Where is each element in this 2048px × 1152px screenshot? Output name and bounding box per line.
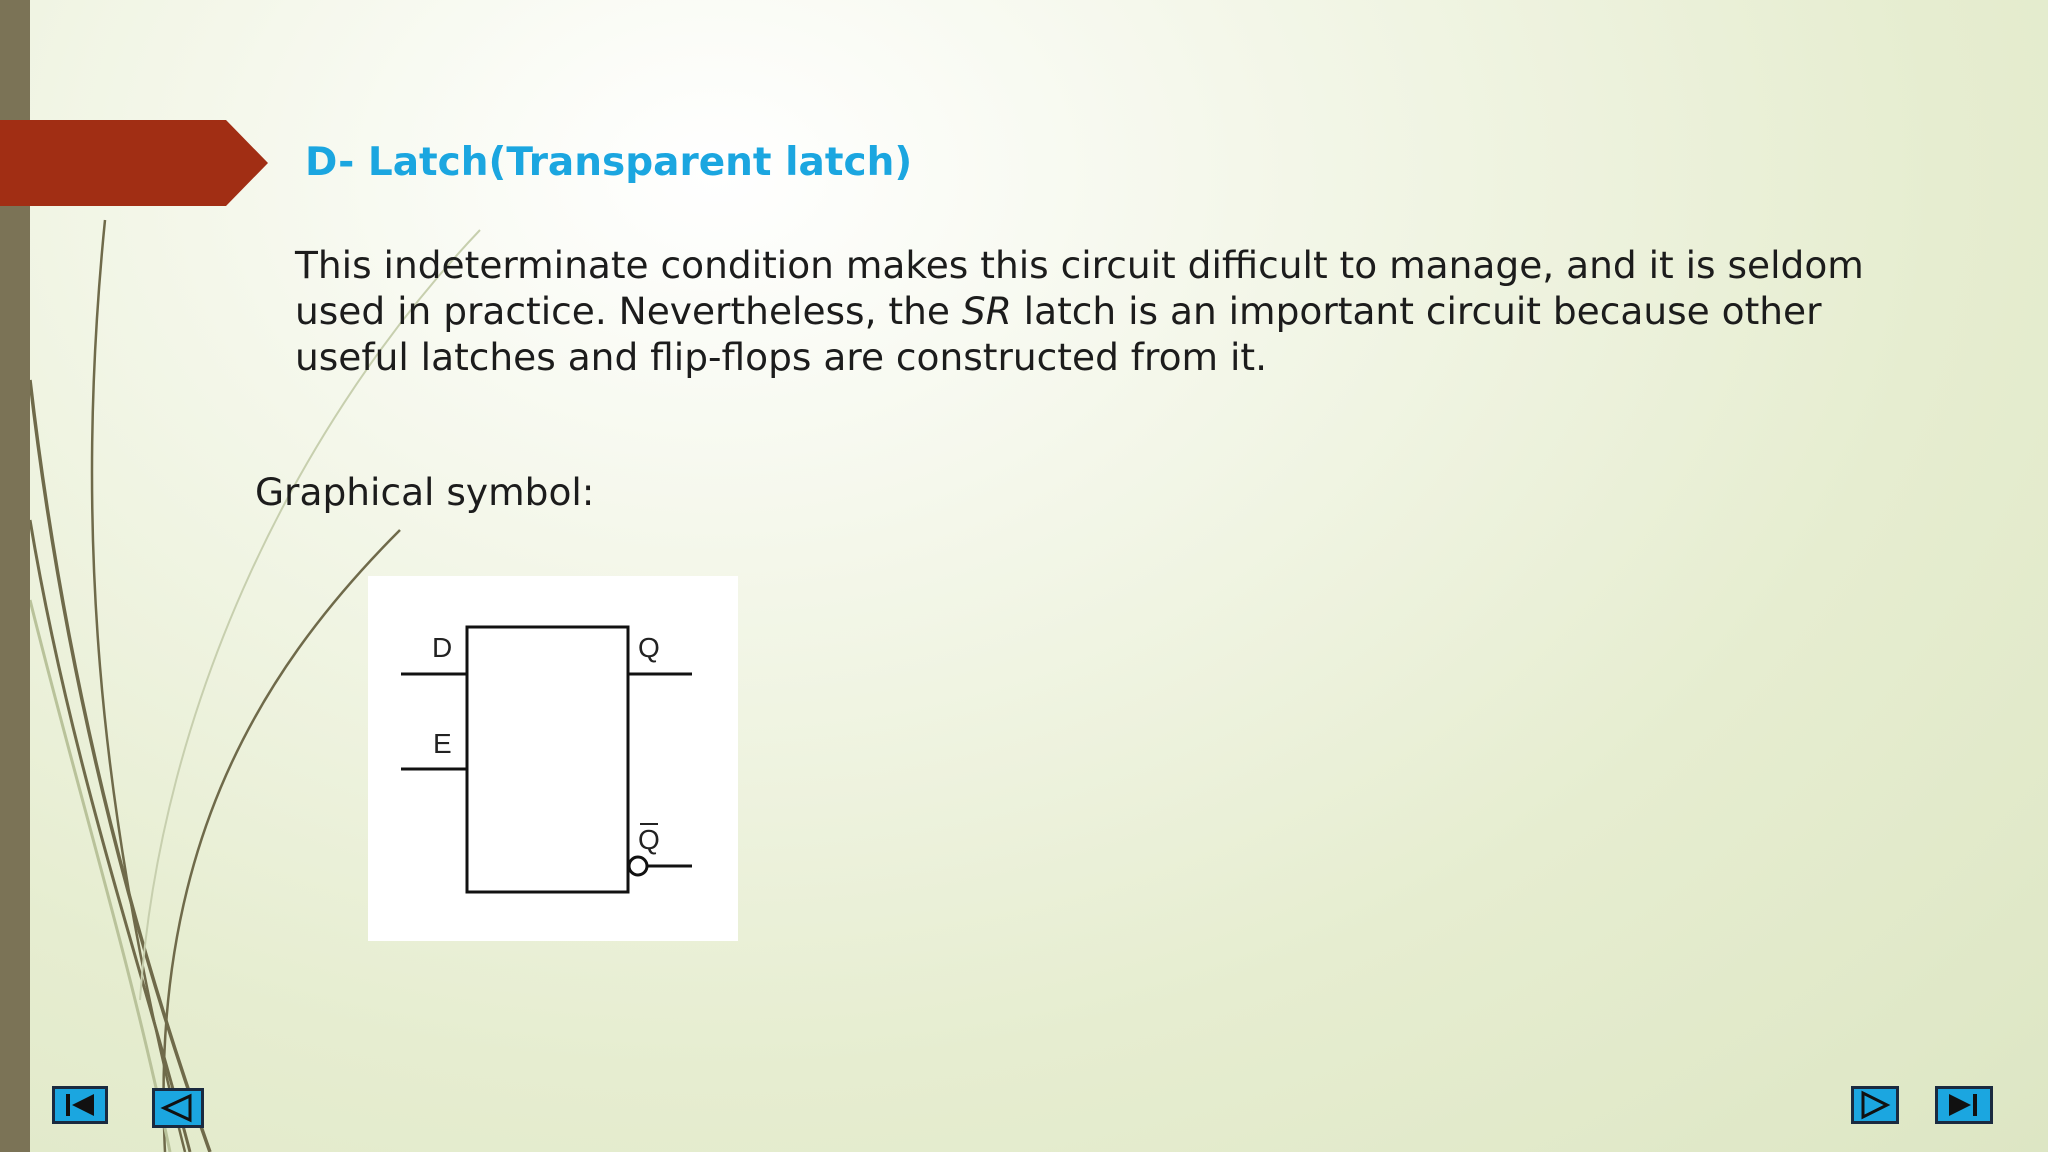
skip-to-first-icon	[52, 1086, 108, 1124]
first-slide-button[interactable]	[52, 1086, 108, 1128]
paragraph-text-italic: SR	[961, 289, 1012, 333]
d-input-label: D	[432, 632, 453, 663]
q-bar-output-label: Q	[638, 824, 660, 855]
last-slide-button[interactable]	[1935, 1086, 1993, 1128]
next-slide-button[interactable]	[1851, 1086, 1899, 1128]
e-input-label: E	[433, 728, 452, 759]
previous-slide-button[interactable]	[152, 1088, 204, 1132]
latch-body	[467, 627, 628, 892]
paragraph-text-start: This indeterminate condition makes this circuit difficult to manage, and it is seldom used in practice. Nevertheless, the	[295, 243, 1864, 333]
paragraph-text-end: latch is an important circuit because other useful latches and flip-flops are constructed from it.	[295, 289, 1822, 379]
q-output-label: Q	[638, 632, 660, 663]
d-latch-diagram	[368, 576, 738, 941]
previous-icon	[152, 1088, 204, 1128]
body-paragraph	[295, 242, 1875, 380]
skip-to-last-icon	[1935, 1086, 1993, 1124]
next-icon	[1851, 1086, 1899, 1124]
title-arrow-shape	[0, 120, 270, 206]
d-latch-symbol	[368, 576, 738, 941]
inversion-bubble	[629, 857, 647, 875]
symbol-caption: Graphical symbol:	[255, 470, 595, 514]
slide-title: D- Latch(Transparent latch)	[305, 140, 913, 185]
